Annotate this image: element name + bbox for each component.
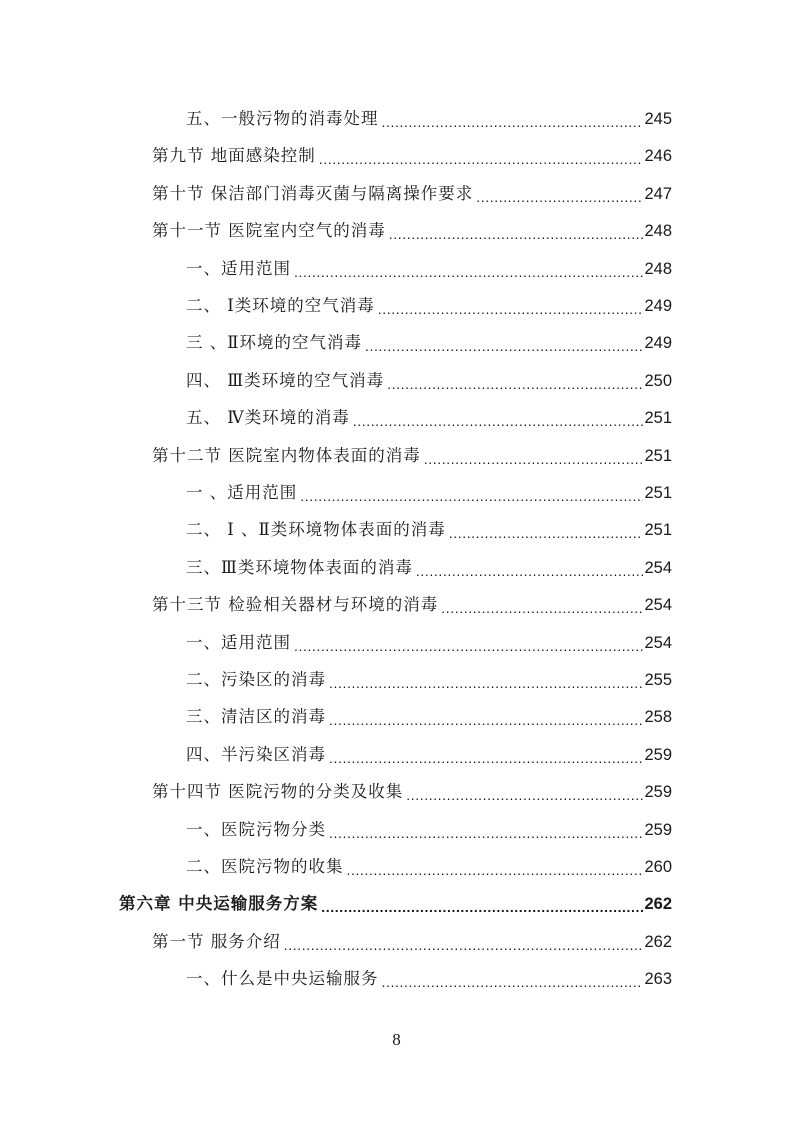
dot-leader: [474, 179, 643, 209]
toc-entry[interactable]: [186, 852, 672, 882]
toc-entry-title: 五、 Ⅳ类环境的消毒: [186, 408, 350, 428]
toc-entry-page: 263: [644, 970, 672, 989]
toc-entry-title: 第十二节 医院室内物体表面的消毒: [152, 445, 421, 465]
dot-leader: [345, 852, 644, 882]
toc-entry-page: 248: [644, 259, 672, 278]
toc-entry-title: 第十一节 医院室内空气的消毒: [152, 221, 386, 241]
dot-leader: [327, 815, 643, 845]
toc-entry-title: 三、清洁区的消毒: [186, 707, 326, 727]
toc-entry-page: 255: [644, 671, 672, 689]
dot-leader: [327, 702, 643, 732]
dot-leader: [351, 403, 644, 433]
toc-entry-page: 250: [644, 371, 672, 390]
toc-entry-title: 一、适用范围: [186, 258, 291, 278]
toc-entry-page: 246: [644, 147, 672, 166]
toc-entry[interactable]: [186, 702, 672, 732]
dot-leader: [380, 964, 644, 994]
toc-entry-title: 二、污染区的消毒: [186, 670, 326, 689]
dot-leader: [404, 777, 643, 807]
toc-entry[interactable]: [186, 104, 672, 134]
toc-entry-page: 248: [644, 222, 672, 241]
toc-entry-page: 251: [644, 446, 672, 465]
toc-entry-page: 249: [644, 334, 672, 353]
toc-entry-title: 一、医院污物分类: [186, 819, 326, 839]
toc-entry[interactable]: [186, 403, 672, 433]
dot-leader: [282, 927, 644, 957]
dot-leader: [385, 366, 643, 396]
toc-entry-title: 第十四节 医院污物的分类及收集: [152, 782, 404, 802]
toc-entry[interactable]: [152, 590, 672, 620]
toc-entry-page: 251: [644, 484, 672, 502]
dot-leader: [414, 553, 644, 583]
toc-entry[interactable]: [186, 665, 672, 695]
toc-entry-title: 第九节 地面感染控制: [152, 146, 316, 166]
toc-entry[interactable]: [152, 927, 672, 957]
dot-leader: [439, 590, 643, 620]
toc-entry[interactable]: [186, 478, 672, 508]
toc-entry-title: 二、 Ⅰ类环境的空气消毒: [186, 296, 375, 315]
toc-entry[interactable]: [152, 441, 672, 471]
toc-entry-title: 四、 Ⅲ类环境的空气消毒: [186, 370, 385, 390]
toc-entry-page: 262: [644, 932, 672, 951]
toc-entry[interactable]: [152, 179, 672, 209]
toc-entry[interactable]: [186, 815, 672, 845]
dot-leader: [380, 104, 644, 134]
toc-entry[interactable]: [186, 964, 672, 994]
toc-entry-title: 三、Ⅲ类环境物体表面的消毒: [186, 557, 413, 577]
toc-entry-title: 一、什么是中央运输服务: [186, 969, 379, 989]
toc-entry-page: 245: [644, 110, 672, 128]
toc-entry-page: 262: [644, 895, 672, 914]
toc-entry[interactable]: [152, 216, 672, 246]
toc-entry-page: 251: [644, 409, 672, 428]
dot-leader: [363, 328, 644, 358]
toc-entry-page: 254: [644, 596, 672, 615]
toc-entry[interactable]: [186, 553, 672, 583]
toc-chapter-entry[interactable]: [119, 889, 672, 919]
dot-leader: [292, 254, 643, 284]
dot-leader: [327, 665, 643, 695]
toc-entry-title: 三 、Ⅱ环境的空气消毒: [186, 333, 362, 353]
toc-entry[interactable]: [186, 628, 672, 658]
toc-entry-title: 二、 Ⅰ 、Ⅱ类环境物体表面的消毒: [186, 520, 446, 540]
toc-entry-page: 259: [644, 820, 672, 839]
dot-leader: [317, 141, 644, 171]
toc-entry-title: 第十节 保洁部门消毒灭菌与隔离操作要求: [152, 183, 474, 203]
dot-leader: [319, 889, 643, 919]
toc-entry-page: 247: [644, 184, 672, 203]
toc-entry-title: 第十三节 检验相关器材与环境的消毒: [152, 595, 439, 615]
toc-entry[interactable]: [186, 366, 672, 396]
toc-entry-page: 259: [644, 745, 672, 764]
toc-entry-title: 一 、适用范围: [186, 483, 298, 502]
toc-entry-page: 251: [644, 521, 672, 540]
page-number: 8: [392, 1030, 401, 1049]
dot-leader: [292, 628, 643, 658]
toc-entry-title: 四、半污染区消毒: [186, 744, 326, 764]
toc-entry-page: 260: [644, 858, 672, 876]
dot-leader: [298, 478, 643, 508]
toc-entry-title: 一、适用范围: [186, 632, 291, 652]
toc-entry[interactable]: [186, 291, 672, 321]
toc-entry-page: 254: [644, 633, 672, 652]
toc-entry-title: 五、一般污物的消毒处理: [186, 109, 379, 128]
dot-leader: [387, 216, 644, 246]
toc-entry[interactable]: [152, 777, 672, 807]
toc-entry-title: 第六章 中央运输服务方案: [119, 894, 319, 914]
toc-entry[interactable]: [152, 141, 672, 171]
toc-entry[interactable]: [186, 254, 672, 284]
toc-entry[interactable]: [186, 515, 672, 545]
toc-entry-title: 第一节 服务介绍: [152, 931, 281, 951]
toc-entry-page: 258: [644, 708, 672, 727]
dot-leader: [422, 441, 644, 471]
dot-leader: [327, 740, 643, 770]
dot-leader: [376, 291, 644, 321]
toc-entry[interactable]: [186, 328, 672, 358]
toc-entry[interactable]: [186, 740, 672, 770]
toc-entry-page: 254: [644, 558, 672, 577]
toc-entry-title: 二、医院污物的收集: [186, 857, 344, 876]
toc-entry-page: 249: [644, 297, 672, 315]
toc-entry-page: 259: [644, 783, 672, 802]
dot-leader: [447, 515, 644, 545]
